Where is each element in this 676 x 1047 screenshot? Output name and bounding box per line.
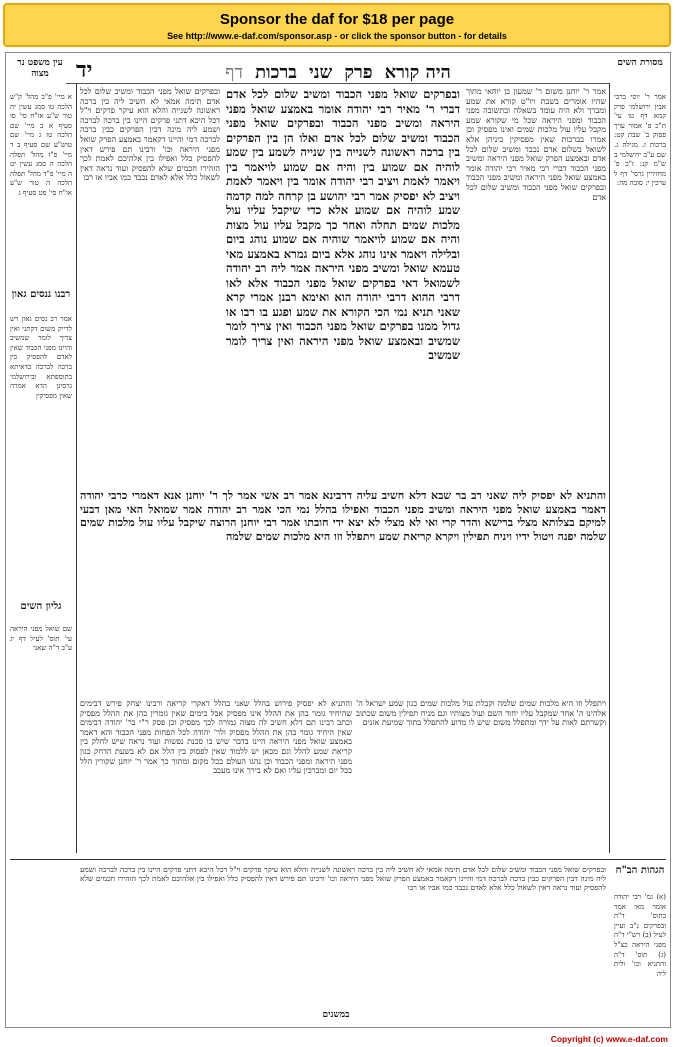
ein-mishpat-label: עין משפט נר מצוה (17, 58, 63, 79)
sponsor-subtitle[interactable]: See http://www.e-daf.com/sponsor.asp - or click the sponsor button - for details (167, 31, 507, 41)
tosafot-lower-column: והתניא לא יפסיק פירוש בהלל שאני בהלל דאקרי קריאה ורבינו יצחק פירש דבימים שהיחיד גומר בהן את ההלל אינו מפסיק אבל בימים שאין גומרין בהן את ההלל מפסיק וכתב רבינו תם דלא חשיב לה מצוה גמורה לכך מפסיק וכן פסק ר"י בר' יהודה דבימים שאין היחיד גומר בהן את ההלל מפסיק ולר' יהודה לכל הפחות מפני הכבוד והא דאמר באמצע שואל מפני היראה היינו בדבר שיש בו סכנת נפשות ועוד נראה שיש לחלק בין קריאת שמע להלל וגם מכאן יש ללמוד שאין לפסוק בין הלל אם לא בשעת הדחק כגון מפני היראה ומפני הכבוד וכן נהגו העולם בכל מקום ומתוך כך אמר ר' יוחנן שקורין הלל בכל יום ומברכין עליו ואם לא בירך אינו מעכב (80, 699, 352, 776)
hagahot-label: הגהות הב"ח (615, 865, 665, 876)
mesoret-column: אמר ר' יוסי ברבי אבין ירושלמי פרק קמא דף טו עי' ת"כ פ' אמור ערך פסוק ב' שבת קט: ברכות ז. מגילה ג. שם ע"ב ירושלמי ב ש"מ קנ: ז"כ פ' מחזירין גרסי' דף ל ערכין י: סוכה מה: (614, 93, 666, 188)
tosafot-column: ובפרקים שואל מפני הכבוד ומשיב שלום לכל אדם תימה אמאי לא חשיב ליה בין ברכה ראשונה לשנייה והלא הוא עיקר פרקים וי"ל דכל היכא דתני פרקים היינו בין ברכה לברכה ושמע ליה מינה דבין הפרקים כבין ברכה לברכה דמי והיינו דקאמר באמצע הפרק שואל מפני היראה וכו' ורבינו תם פירש דאין להפסיק כלל ואפילו בין אלהיכם לאמת לכך הזהירו חכמים שלא להפסיק ועוד נראה דאין לשאול כלל אלא לאדם נכבד כמו אביו או רבו (80, 87, 220, 183)
rabbenu-column: אמר רב נסים גאון ויש לדייק משום דקתני ואין צריך לומר שמשיב והיינו מפני הכבוד שאין לאדם להפסיק בין ברכה לברכה כדאיתא בתוספתא ובירושלמי גרסינן הדא אמרה שאין מפסיקין (10, 315, 72, 400)
bottom-rule (10, 859, 666, 860)
rashi-column: אמר ר' יוחנן משום ר' שמעון בן יוחאי מתוך שהיו אומרים בשבת ויו"ט קורא את שמע ומברך ולא היה עומד בשאלה ובתשובה מפני הכבוד ומפני היראה שכל מי שקורא שמע מקבל עליו עול מלכות שמים ואינו מפסיק וכן אמרו בברכות שאין מפסיקין ביניהן אלא לשואל בשלום אדם נכבד ומשיב שלום לכל אדם ובאמצע הפרק שואל מפני היראה ומשיב מפני הכבוד דברי רבי מאיר רבי יהודה אומר באמצע שואל מפני היראה ומשיב מפני הכבוד ובפרקים שואל מפני הכבוד ומשיב שלום לכל אדם (466, 87, 606, 202)
sponsor-title[interactable]: Sponsor the daf for $18 per page (219, 11, 455, 28)
section-title-mishna: במשנים (322, 1010, 350, 1020)
gemara-main-text: ובפרקים שואל מפני הכבוד ומשיב שלום לכל אדם דברי ר' מאיר רבי יהודה אומר באמצע שואל מפני היראה ומשיב מפני הכבוד ובפרקים שואל מפני הכבוד ומשיב שלום לכל אדם ואלו הן בין הפרקים בין ברכה ראשונה לשנייה בין שנייה לשמע בין שמע לוהיה אם שמוע בין והיה אם שמוע לויאמר בין ויאמר לאמת ויציב רבי יהודה אומר בין ויאמר לאמת ויציב לא יפסיק אמר רבי יהושע בן קרחה למה קדמה שמע לוהיה אם שמוע אלא כדי שיקבל עליו עול מלכות שמים תחלה ואחר כך מקבל עליו עול מצות והיה אם שמוע לויאמר שוהיה אם שמוע נוהג ביום ובלילה ויאמר אינו נוהג אלא ביום גמרא באמצע מאי טעמא שואל ומשיב מפני היראה אמר ליה רב יהודה לשמואל דאי בפרקים שואל מפני הכבוד אלא לאו דרבי ההוא דרבי יהודה הוא ואימא רבנן אמרי קרא שאני תניא נמי הכי הקורא את שמע ופגע בו רבו או גדול ממנו בפרקים שואל מפני הכבוד ואין צריך לומר שמשיב ובאמצע שואל מפני היראה ואין צריך לומר שמשיב (226, 87, 460, 362)
perek-word: פרק (344, 62, 373, 83)
gemara-continued-text: והתניא לא יפסיק ליה שאני רב בר שבא דלא חשיב עליה דרבינא אמר רב אשי אמר לך ר' יוחנן אנא דאמרי כרבי יהודה דאמר באמצע שואל מפני היראה ומשיב מפני הכבוד ואפילו בהלל נמי הכי אמר רב יהודה אמר שמואל האי מאן דבעי למיקם בצלותא מצלי ברישא והדר קרי ואי לא מצלי לא יצא ידי חובתו אמר רבי יוחנן הרוצה שיקבל עליו עול מלכות שמים שלמה יפנה ויטול ידיו ויניח תפילין ויקרא קריאת שמע ויתפלל וזו היא מלכות שמים שלמה (80, 489, 606, 543)
rashi-lower-column: ויתפלל וזו היא מלכות שמים שלמה וקבלת עול מלכות שמים כגון שמע ישראל ה' אלהינו ה' אחד שמקבל עליו יחוד השם ועול מצותיו וגם מניח תפילין משום שכתוב וקשרתם לאות על ידך ומתפלל משום שיש לו מדוע להתפלל בתוך שמיעת אזנים (356, 699, 606, 728)
tractate-name: ברכות (255, 62, 297, 83)
talmud-page (5, 52, 671, 1028)
bottom-commentary: ובפרקים שואל מפני הכבוד ומשיב שלום לכל אדם תימה אמאי לא חשיב ליה בין ברכה ראשונה לשנייה והלא הוא עיקר פרקים וי"ל דכל היכא דתני פרקים היינו בין ברכה לברכה ושמע ליה מינה דבין הפרקים כבין ברכה לברכה דמי והיינו דקאמר באמצע הפרק שואל מפני היראה וכו' ורבינו תם פירש דאין להפסיק כלל ואפילו בין אלהיכם לאמת לכך הזהירו חכמים שלא להפסיק ועוד נראה דאין לשאול כלל אלא לאדם נכבד כמו אביו או רבו (80, 865, 606, 892)
sponsor-banner[interactable] (3, 3, 671, 47)
page-header (66, 59, 610, 84)
ein-mishpat-column: א מיי' פ"ב מהל' ק"ש הלכה טו סמג עשין יח טור ש"ע או"ח סי' סו סעיף א ב מיי' שם הלכה טז ג מיי' שם טוש"ע שם סעיף ב ד מיי' פ"ז מהל' תפלה הלכה ה סמג עשין יט ה מיי' פ"ד מהל' תפלה הלכה ה טור ש"ע או"ח סי' פט סעיף ג (10, 93, 72, 197)
daf-number: יד (76, 57, 93, 83)
gilyon-column: שם שואל מפני היראה עי' תוס' לעיל דף יג ע"ב ד"ה שאני (10, 625, 72, 653)
copyright-link[interactable]: Copyright (c) www.e-daf.com (550, 1034, 668, 1044)
gilyon-label: גליון השים (20, 601, 62, 612)
hagahot-column: (א) גמ' רבי יהודה אומר מאי אמר בתוס' ד"ה ובפרקים נ"ב ועיין לעיל (ב) רש"י ד"ה מפני היראה כצ"ל (ג) תוס' ד"ה והתניא וכו' ולית ליה (614, 893, 666, 978)
column-rule-right (609, 83, 610, 853)
chapter-name: היה קורא (384, 62, 451, 83)
rabbenu-label: רבנו ננסים גאון (11, 289, 71, 300)
page-word: דף (225, 62, 244, 83)
perek-number: שני (308, 62, 333, 83)
column-rule-left (76, 83, 77, 853)
mesoret-label: מסורת השים (617, 58, 663, 68)
